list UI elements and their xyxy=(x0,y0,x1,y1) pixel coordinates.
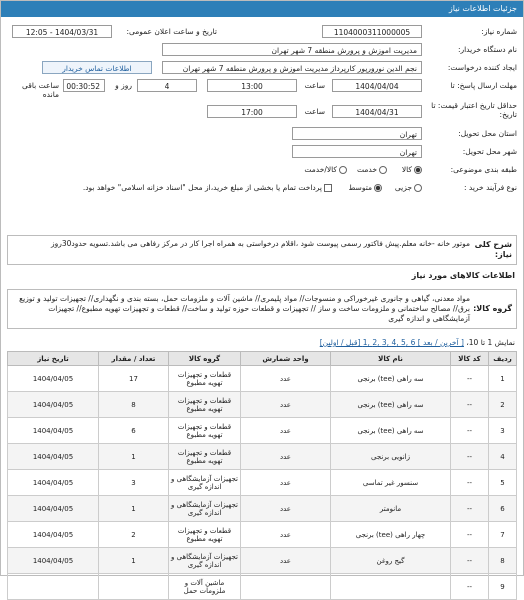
cell-date: 1404/04/05 xyxy=(8,470,99,496)
cell-name: سه راهی (tee) برنجی xyxy=(331,366,451,392)
cell-quantity: 3 xyxy=(99,470,169,496)
category-option-service[interactable]: خدمت xyxy=(357,165,387,174)
cell-unit: عدد xyxy=(241,548,331,574)
col-header-code: کد کالا xyxy=(451,352,489,366)
row-city xyxy=(7,145,517,159)
col-header-date: تاریخ نیاز xyxy=(8,352,99,366)
row-deadline xyxy=(7,79,517,99)
cell-group: تجهیزات آزمایشگاهی و اندازه گیری xyxy=(169,496,241,522)
deadline-date-field: 1404/04/04 xyxy=(332,79,422,92)
cell-row-number: 1 xyxy=(489,366,517,392)
payment-treasury-checkbox[interactable]: پرداخت تمام یا بخشی از مبلغ خرید،از محل "اسناد خزانه اسلامی" خواهد بود. xyxy=(83,183,332,192)
goods-group-section xyxy=(7,289,517,329)
cell-group: قطعات و تجهیزات تهویه مطبوع xyxy=(169,444,241,470)
col-header-unit: واحد شمارش xyxy=(241,352,331,366)
cell-date xyxy=(8,574,99,600)
cell-quantity: 17 xyxy=(99,366,169,392)
cell-group: قطعات و تجهیزات تهویه مطبوع xyxy=(169,418,241,444)
cell-name: سنسور غیر تماسی xyxy=(331,470,451,496)
process-option-medium[interactable]: متوسط xyxy=(348,183,382,192)
need-number-label: شماره نیاز: xyxy=(481,27,517,36)
deadline-time-field: 13:00 xyxy=(207,79,297,92)
category-option-both[interactable]: کالا/خدمت xyxy=(304,165,347,174)
cell-code: -- xyxy=(451,418,489,444)
table-header-row xyxy=(8,352,517,366)
goods-table xyxy=(7,351,517,600)
cell-date: 1404/04/05 xyxy=(8,418,99,444)
col-header-name: نام کالا xyxy=(331,352,451,366)
cell-date: 1404/04/05 xyxy=(8,496,99,522)
radio-selected-icon xyxy=(414,166,422,174)
cell-date: 1404/04/05 xyxy=(8,392,99,418)
col-header-row-number: ردیف xyxy=(489,352,517,366)
table-row[interactable] xyxy=(8,496,517,522)
category-label: طبقه بندی موضوعی: xyxy=(450,165,517,174)
cell-unit: عدد xyxy=(241,366,331,392)
remaining-field: 00:30:52 xyxy=(63,79,105,92)
validity-label: حداقل تاریخ اعتبار قیمت: تا تاریخ: xyxy=(431,101,517,119)
row-validity xyxy=(7,99,517,121)
cell-quantity: 1 xyxy=(99,444,169,470)
cell-code: -- xyxy=(451,444,489,470)
validity-date-field: 1404/04/31 xyxy=(332,105,422,118)
cell-code: -- xyxy=(451,392,489,418)
cell-quantity: 1 xyxy=(99,548,169,574)
announce-label: تاریخ و ساعت اعلان عمومی: xyxy=(126,27,217,36)
cell-name: سه راهی (tee) برنجی xyxy=(331,418,451,444)
cell-group: ماشین آلات و ملزومات حمل xyxy=(169,574,241,600)
cell-group: قطعات و تجهیزات تهویه مطبوع xyxy=(169,522,241,548)
row-process xyxy=(7,181,517,195)
city-label: شهر محل تحویل: xyxy=(462,147,517,156)
creator-field: نجم الدین نورورپور کارپرداز مدیریت اموزش و پرورش منطقه 7 شهر تهران xyxy=(162,61,422,74)
process-label: نوع فرآیند خرید : xyxy=(463,183,517,192)
radio-icon xyxy=(339,166,347,174)
city-field: تهران xyxy=(292,145,422,158)
cell-quantity: 6 xyxy=(99,418,169,444)
pagination-summary: نمایش 1 تا 10، xyxy=(466,338,515,347)
description-section xyxy=(7,235,517,265)
row-province xyxy=(7,127,517,141)
cell-row-number: 4 xyxy=(489,444,517,470)
table-row[interactable] xyxy=(8,418,517,444)
deadline-time-label: ساعت xyxy=(304,81,325,90)
cell-group: تجهیزات آزمایشگاهی و اندازه گیری xyxy=(169,470,241,496)
cell-row-number: 5 xyxy=(489,470,517,496)
cell-unit xyxy=(241,574,331,600)
province-label: استان محل تحویل: xyxy=(458,129,517,138)
category-option-goods[interactable]: کالا xyxy=(402,165,422,174)
days-field: 4 xyxy=(137,79,197,92)
contact-buyer-button[interactable]: اطلاعات تماس خریدار xyxy=(42,61,152,74)
buyer-field: مدیریت اموزش و پرورش منطقه 7 شهر تهران xyxy=(162,43,422,56)
province-field: تهران xyxy=(292,127,422,140)
need-number-field: 1104000311000005 xyxy=(322,25,422,38)
validity-time-label: ساعت xyxy=(304,107,325,116)
goods-table-wrap xyxy=(7,351,517,600)
col-header-quantity: تعداد / مقدار xyxy=(99,352,169,366)
cell-code: -- xyxy=(451,574,489,600)
cell-row-number: 6 xyxy=(489,496,517,522)
page-header xyxy=(1,1,523,17)
cell-unit: عدد xyxy=(241,444,331,470)
cell-group: تجهیزات آزمایشگاهی و اندازه گیری xyxy=(169,548,241,574)
page-title: جزئیات اطلاعات نیاز xyxy=(448,4,517,13)
cell-quantity: 1 xyxy=(99,496,169,522)
table-row[interactable] xyxy=(8,392,517,418)
cell-code: -- xyxy=(451,366,489,392)
goods-group-text: مواد معدنی، گیاهی و جانوری غیرخوراکی و منسوجات// مواد پلیمری// ماشین آلات و ملزومات حمل، بسته بندی و نگهداری// تجهیزات تولید و توزیع برق// مصالح ساختمانی و ملزومات ساخت و ساز // تجهیزات و قطعات حوزه تولید و ساخت// قطعات و تجهیزات تهویه مطبوع// تجهیزات آزمایشگاهی و اندازه گیری xyxy=(19,294,470,323)
radio-icon xyxy=(414,184,422,192)
cell-date: 1404/04/05 xyxy=(8,366,99,392)
goods-section-title: اطلاعات کالاهای مورد نیاز xyxy=(411,271,515,280)
table-row[interactable] xyxy=(8,574,517,600)
cell-group: قطعات و تجهیزات تهویه مطبوع xyxy=(169,392,241,418)
remaining-label: ساعت باقی مانده xyxy=(21,81,59,99)
cell-date: 1404/04/05 xyxy=(8,548,99,574)
radio-icon xyxy=(379,166,387,174)
cell-row-number: 7 xyxy=(489,522,517,548)
cell-code: -- xyxy=(451,496,489,522)
table-row[interactable] xyxy=(8,522,517,548)
cell-name: مانومتر xyxy=(331,496,451,522)
cell-code: -- xyxy=(451,548,489,574)
row-creator xyxy=(7,61,517,75)
cell-date: 1404/04/05 xyxy=(8,444,99,470)
cell-unit: عدد xyxy=(241,522,331,548)
cell-quantity: 2 xyxy=(99,522,169,548)
buyer-label: نام دستگاه خریدار: xyxy=(457,45,517,54)
cell-name: گیج روغن xyxy=(331,548,451,574)
days-label: روز و xyxy=(115,81,132,90)
cell-row-number: 2 xyxy=(489,392,517,418)
row-buyer xyxy=(7,43,517,57)
cell-row-number: 3 xyxy=(489,418,517,444)
cell-name: سه راهی (tee) برنجی xyxy=(331,392,451,418)
table-row[interactable] xyxy=(8,548,517,574)
cell-code: -- xyxy=(451,522,489,548)
cell-date: 1404/04/05 xyxy=(8,522,99,548)
cell-name xyxy=(331,574,451,600)
cell-group: قطعات و تجهیزات تهویه مطبوع xyxy=(169,366,241,392)
table-row[interactable] xyxy=(8,366,517,392)
validity-time-field: 17:00 xyxy=(207,105,297,118)
description-text: موتور خانه -خانه معلم.پیش فاکتور رسمی پیوست شود ،اقلام درخواستی به همراه اجرا کار در مرکز رفاهی می باشد.تسویه حدود30روز xyxy=(50,239,470,248)
goods-group-label: گروه کالا: xyxy=(473,304,512,313)
cell-name: زانویی برنجی xyxy=(331,444,451,470)
cell-name: چهار راهی (tee) برنجی xyxy=(331,522,451,548)
table-body xyxy=(8,366,517,600)
process-option-minor[interactable]: جزیی xyxy=(395,183,422,192)
radio-selected-icon xyxy=(374,184,382,192)
cell-unit: عدد xyxy=(241,392,331,418)
cell-unit: عدد xyxy=(241,470,331,496)
cell-row-number: 9 xyxy=(489,574,517,600)
pagination xyxy=(320,338,515,347)
table-row[interactable] xyxy=(8,444,517,470)
row-category xyxy=(7,163,517,177)
creator-label: ایجاد کننده درخواست: xyxy=(447,63,517,72)
cell-code: -- xyxy=(451,470,489,496)
cell-quantity xyxy=(99,574,169,600)
col-header-group: گروه کالا xyxy=(169,352,241,366)
deadline-label: مهلت ارسال پاسخ: تا xyxy=(450,81,517,90)
pagination-links[interactable]: [ آخرین / بعد ] 6 ,5 ,4 ,3 ,2 ,1 [قبل / اولین] xyxy=(319,338,464,347)
row-need-number xyxy=(7,25,517,39)
announce-field: 1404/03/31 - 12:05 xyxy=(12,25,112,38)
table-row[interactable] xyxy=(8,470,517,496)
cell-unit: عدد xyxy=(241,496,331,522)
cell-unit: عدد xyxy=(241,418,331,444)
checkbox-icon xyxy=(324,184,332,192)
description-label: شرح کلی نیاز: xyxy=(474,240,512,259)
cell-row-number: 8 xyxy=(489,548,517,574)
cell-quantity: 8 xyxy=(99,392,169,418)
